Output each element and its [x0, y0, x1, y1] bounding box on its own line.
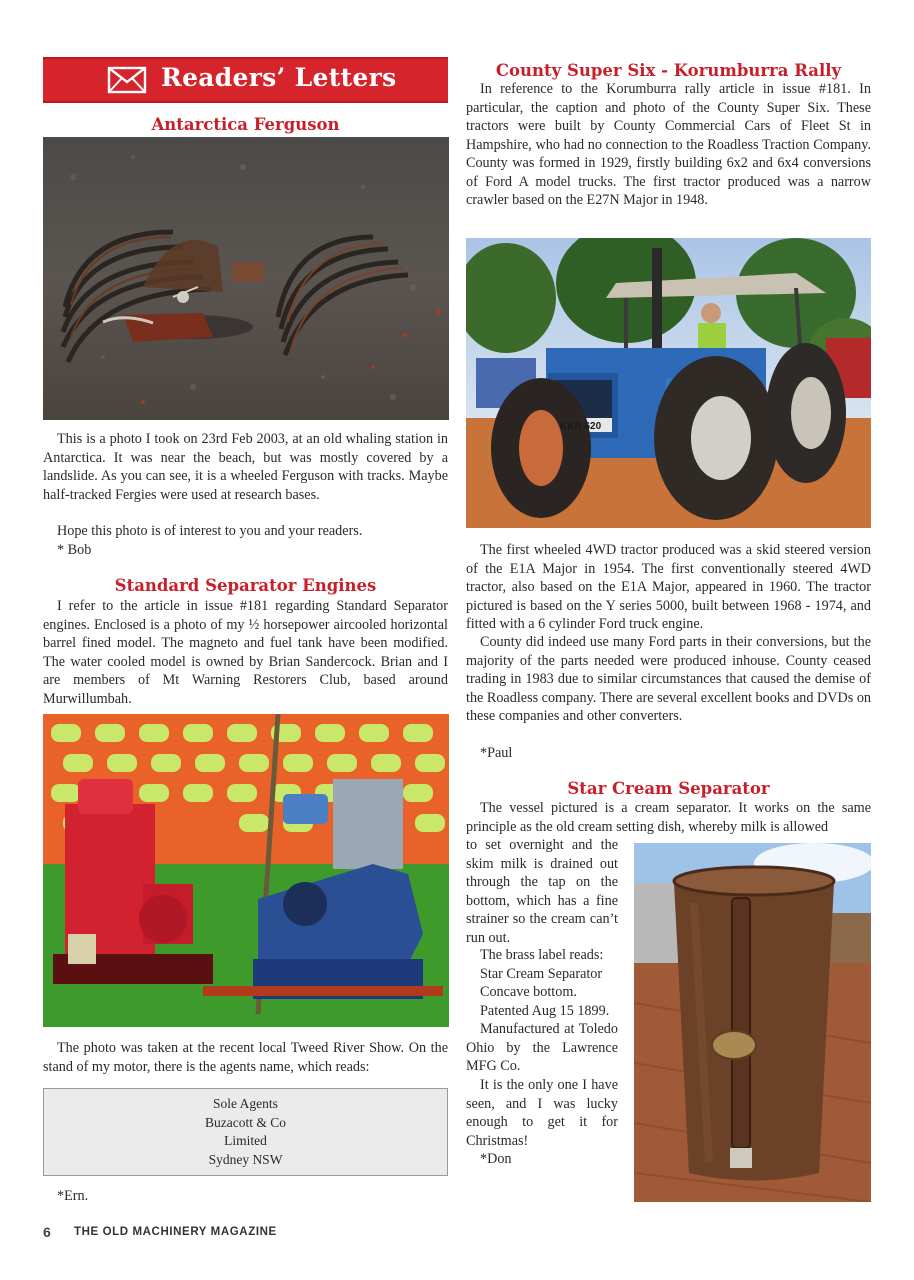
- cream-narrow-paragraph: to set overnight and the skim milk is drained out through the tap on the bottom, which has a fine strainer so the cream can’t run out.: [466, 837, 618, 946]
- cream-separator-photo: [634, 843, 871, 1202]
- agents-line-4: Sydney NSW: [208, 1151, 283, 1167]
- county-paragraph-3: County did indeed use many Ford parts in their conversions, but the majority of the parts needed were produced inhouse. County ceased trading in 1983 due to similar circumstances that caused the demise of the Roadless company. There are several excellent books and DVDs on these companies and other converters.: [466, 634, 872, 724]
- agents-name-box: [43, 1088, 448, 1176]
- paul-signoff: *Paul: [480, 745, 513, 761]
- antarctica-heading: Antarctica Ferguson: [151, 115, 340, 134]
- number-plate: KKR 620: [560, 421, 602, 432]
- antarctica-ferguson-photo: [43, 137, 449, 420]
- county-intro: In reference to the Korumburra rally article in issue #181. In particular, the caption and photo of the County Super Six. These tractors were built by County Commercial Cars of Fleet St in Hampshire, who had no connection to the Roadless Traction Company. County was formed in 1929, firstly building 6x2 and 6x4 conversions of Ford A model trucks. The first tractor produced was a narrow crawler based on the E27N Major in 1948.: [466, 81, 871, 208]
- separator-engines-photo: [43, 714, 449, 1027]
- show-paragraph: The photo was taken at the recent local Tweed River Show. On the stand of my motor, there is the agents name, which reads:: [43, 1040, 448, 1075]
- agents-line-2: Buzacott & Co: [205, 1114, 286, 1130]
- antarctica-paragraph-2: Hope this photo is of interest to you and your readers.: [57, 523, 363, 539]
- magazine-name: THE OLD MACHINERY MAGAZINE: [74, 1226, 277, 1238]
- county-paragraph-2: The first wheeled 4WD tractor produced was a skid steered version of the E1A Major in 1954. The first conventionally steered 4WD tractor, also based on the E1A Major, appeared in 1960. The tractor pictured is based on the Y series 5000, built between 1968 - 1974, and fitted with a 6 cylinder Ford truck engine.: [466, 542, 871, 632]
- cream-intro: The vessel pictured is a cream separator. It works on the same principle as the old cream setting dish, whereby milk is allowed: [466, 800, 871, 835]
- county-tractor-photo: [466, 238, 871, 528]
- banner-title: Readers’ Letters: [161, 63, 397, 92]
- brass-label-line-1: The brass label reads:: [480, 947, 604, 963]
- cream-heading: Star Cream Separator: [567, 779, 770, 798]
- don-signoff: *Don: [480, 1151, 512, 1167]
- agents-line-1: Sole Agents: [213, 1096, 278, 1111]
- county-heading: County Super Six - Korumburra Rally: [495, 61, 842, 80]
- readers-letters-banner: [43, 57, 448, 103]
- brass-label-line-2: Star Cream Separator: [480, 965, 603, 982]
- brass-label-line-4: Patented Aug 15 1899.: [480, 1002, 610, 1019]
- separator-heading: Standard Separator Engines: [114, 576, 377, 595]
- cream-closing: It is the only one I have seen, and I was lucky enough to get it for Christmas!: [466, 1077, 618, 1149]
- brass-label-block: [466, 946, 618, 1076]
- separator-paragraph: I refer to the article in issue #181 regarding Standard Separator engines. Enclosed is a photo of my ½ horsepower aircooled horizontal barrel fined model. The magneto and fuel tank have been modified. The water cooled model is owned by Brian Sandercock. Brian and I are members of Mt Warning Restorers Club, based around Murwillumbah.: [43, 598, 448, 707]
- brass-label-line-3: Concave bottom.: [480, 984, 577, 1000]
- agents-line-3: Limited: [224, 1133, 267, 1148]
- envelope-icon: [107, 66, 147, 94]
- ern-signoff: *Ern.: [57, 1188, 89, 1204]
- antarctica-signoff: * Bob: [57, 542, 92, 558]
- page-number: 6: [43, 1224, 51, 1240]
- brass-label-line-5: Manufactured at Toledo Ohio by the Lawrence MFG Co.: [466, 1021, 618, 1074]
- antarctica-paragraph-1: This is a photo I took on 23rd Feb 2003, at an old whaling station in Antarctica. It was near the beach, but was mostly covered by a landslide. As you can see, it is a wheeled Ferguson with tracks. Maybe half-tracked Fergies were used at research bases.: [43, 431, 448, 503]
